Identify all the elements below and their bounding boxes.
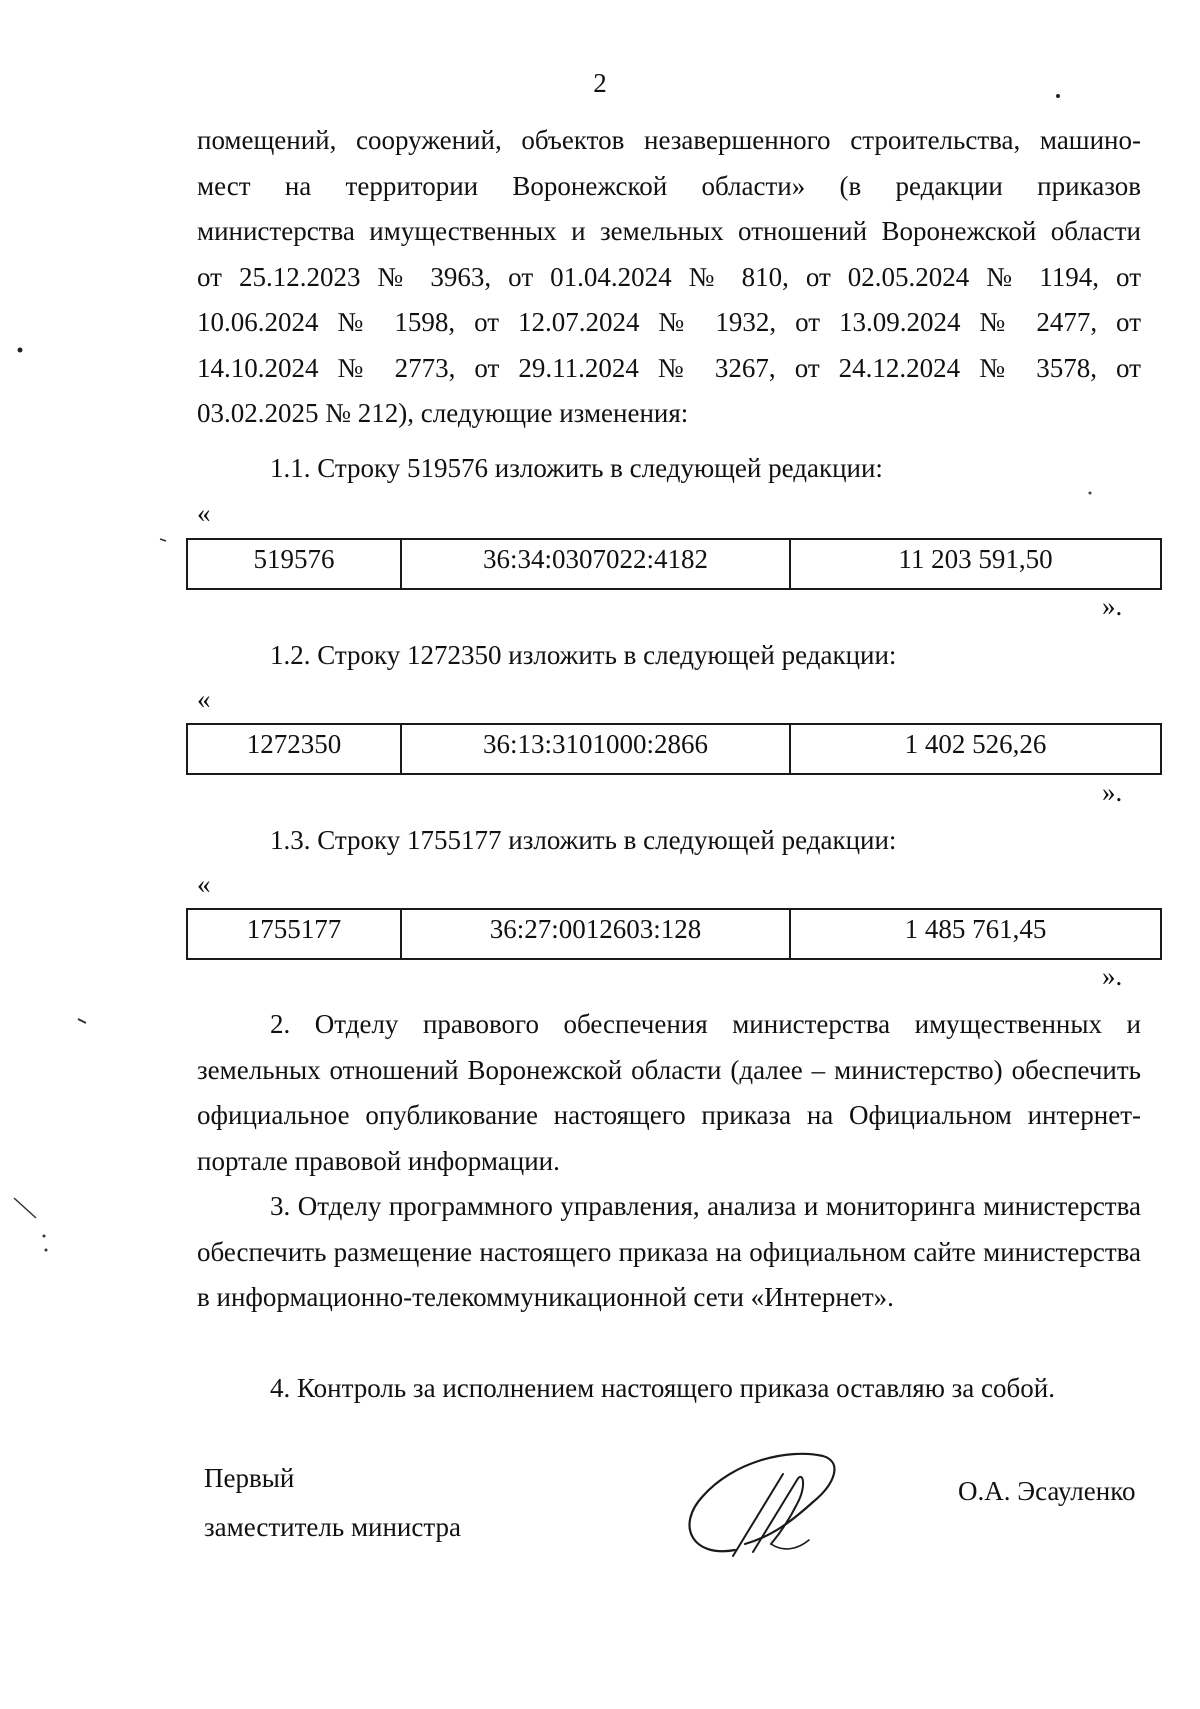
cadastral-value-cell: 1 485 761,45 bbox=[790, 909, 1161, 959]
amendment-heading-3: 1.3. Строку 1755177 изложить в следующей редакции: bbox=[270, 825, 897, 855]
table-row bbox=[187, 909, 1161, 959]
intro-line: от 25.12.2023 № 3963, от 01.04.2024 № 810, от 02.05.2024 № 1194, от bbox=[197, 261, 1141, 292]
amendment-heading-2: 1.2. Строку 1272350 изложить в следующей редакции: bbox=[270, 640, 897, 670]
paragraph-2: 2. Отделу правового обеспечения министерства имущественных и земельных отношений Воронежской области (далее – министерство) обеспечить официальное опубликование настоящего приказа на Официальном интернет-портале правовой информации. bbox=[197, 1009, 1141, 1176]
amendment-heading-1: 1.1. Строку 519576 изложить в следующей редакции: bbox=[270, 453, 883, 483]
amendment-row-table-2 bbox=[186, 723, 1162, 775]
intro-line: мест на территории Воронежской области» (в редакции приказов bbox=[197, 170, 1141, 201]
row-number-cell: 519576 bbox=[187, 539, 401, 589]
cadastral-number-cell: 36:13:3101000:2866 bbox=[401, 724, 790, 774]
intro-line: помещений, сооружений, объектов незавершенного строительства, машино- bbox=[197, 125, 1141, 155]
amendment-row-table-3 bbox=[186, 908, 1162, 960]
table-row bbox=[187, 539, 1161, 589]
page-number: 2 bbox=[593, 68, 607, 98]
opening-quote-3: « bbox=[197, 869, 211, 899]
cadastral-value-cell: 1 402 526,26 bbox=[790, 724, 1161, 774]
opening-quote-1: « bbox=[197, 498, 211, 528]
row-number-cell: 1272350 bbox=[187, 724, 401, 774]
table-row bbox=[187, 724, 1161, 774]
opening-quote-2: « bbox=[197, 684, 211, 714]
paragraph-4: 4. Контроль за исполнением настоящего приказа оставляю за собой. bbox=[270, 1373, 1055, 1403]
row-number-cell: 1755177 bbox=[187, 909, 401, 959]
intro-line: 03.02.2025 № 212), следующие изменения: bbox=[197, 398, 689, 428]
signer-position bbox=[204, 1456, 461, 1550]
signer-position-line-2: заместитель министра bbox=[204, 1512, 461, 1542]
cadastral-number-cell: 36:27:0012603:128 bbox=[401, 909, 790, 959]
closing-quote-2: ». bbox=[1102, 777, 1123, 807]
signer-position-line-1: Первый bbox=[204, 1463, 295, 1493]
amendment-row-table-1 bbox=[186, 538, 1162, 590]
intro-line: 14.10.2024 № 2773, от 29.11.2024 № 3267, от 24.12.2024 № 3578, от bbox=[197, 352, 1141, 383]
cadastral-value-cell: 11 203 591,50 bbox=[790, 539, 1161, 589]
handwritten-signature bbox=[675, 1440, 845, 1568]
closing-quote-3: ». bbox=[1102, 961, 1123, 991]
cadastral-number-cell: 36:34:0307022:4182 bbox=[401, 539, 790, 589]
closing-quote-1: ». bbox=[1102, 591, 1123, 621]
intro-line: министерства имущественных и земельных отношений Воронежской области bbox=[197, 216, 1141, 246]
signer-name: О.А. Эсауленко bbox=[958, 1476, 1136, 1506]
paragraph-3: 3. Отделу программного управления, анализа и мониторинга министерства обеспечить размещение настоящего приказа на официальном сайте министерства в информационно-телекоммуникационной сети «Интернет». bbox=[197, 1191, 1141, 1312]
intro-line: 10.06.2024 № 1598, от 12.07.2024 № 1932, от 13.09.2024 № 2477, от bbox=[197, 307, 1141, 337]
intro-paragraph bbox=[197, 118, 1141, 437]
